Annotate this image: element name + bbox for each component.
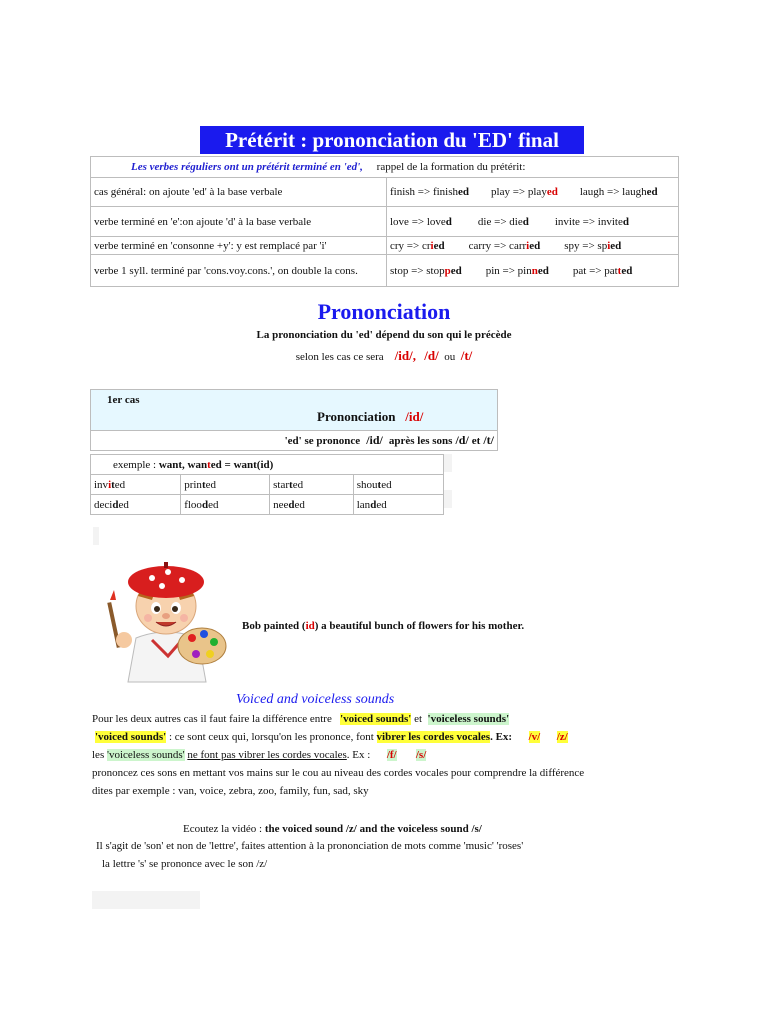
- header-blue-text: Les verbes réguliers ont un prétérit terminé en 'ed',: [131, 161, 363, 173]
- case1-box: [90, 389, 498, 431]
- voiced-line5: dites par exemple : van, voice, zebra, zoo, family, fun, sad, sky: [92, 785, 369, 797]
- example: die => died: [477, 215, 529, 228]
- table-row: [91, 495, 444, 515]
- example-cell: exemple : want, wanted = want(id): [91, 455, 444, 475]
- table-header: [91, 157, 679, 178]
- examples-cell: [387, 178, 679, 207]
- example: pin => pinned: [485, 264, 549, 277]
- example: finish => finished: [390, 186, 470, 198]
- example-row: [91, 455, 444, 475]
- example-words-table: [90, 454, 444, 515]
- examples-cell: [387, 255, 679, 287]
- examples-cell: [387, 207, 679, 237]
- example: cry => cried: [390, 239, 445, 252]
- note-line1: Il s'agit de 'son' et non de 'lettre', faites attention à la prononciation de mots comme 'music' 'roses': [96, 840, 524, 852]
- example: laugh => laughed: [579, 186, 658, 198]
- rule-cell: verbe terminé en 'e':on ajoute 'd' à la base verbale: [91, 207, 387, 237]
- example: invite => invited: [554, 215, 629, 228]
- example: play => played: [491, 186, 558, 198]
- note-line2: la lettre 's' se prononce avec le son /z/: [102, 858, 268, 870]
- case1-rule: 'ed' se prononce /id/ après les sons /d/ et /t/: [90, 430, 498, 451]
- decorative-block: [93, 527, 99, 545]
- voiced-line3: les 'voiceless sounds' ne font pas vibrer les cordes vocales. Ex : /f/ /s/: [92, 749, 427, 761]
- case1-label: 1er cas: [107, 394, 140, 406]
- pron-intro: La prononciation du 'ed' dépend du son qui le précède: [256, 329, 512, 341]
- example: stop => stopped: [390, 264, 462, 277]
- page-title: Prétérit : prononciation du 'ED' final: [200, 126, 584, 154]
- word-cell: invited: [91, 475, 181, 495]
- example: love => loved: [390, 215, 452, 228]
- painter-boy-illustration: [106, 560, 228, 684]
- case1-heading: Prononciation /id/: [317, 409, 424, 424]
- example: spy => spied: [564, 239, 622, 252]
- examples-cell: [387, 237, 679, 255]
- example: pat => patted: [572, 264, 633, 277]
- rule-cell: cas général: on ajoute 'ed' à la base verbale: [91, 178, 387, 207]
- voiced-line4: prononcez ces sons en mettant vos mains sur le cou au niveau des cordes vocales pour comprendre la différence: [92, 767, 585, 779]
- rule-cell: verbe terminé en 'consonne +y': y est remplacé par 'i': [91, 237, 387, 255]
- video-line: Ecoutez la vidéo : the voiced sound /z/ and the voiceless sound /s/: [183, 823, 482, 835]
- example: carry => carried: [468, 239, 541, 252]
- word-cell: flooded: [181, 495, 270, 515]
- table-row: [91, 255, 679, 287]
- table-header-row: [91, 157, 679, 178]
- voiced-line2: 'voiced sounds' : ce sont ceux qui, lorsqu'on les prononce, font vibrer les cordes vocales. Ex: /v/ /z/: [95, 731, 568, 743]
- bob-sentence: Bob painted (id) a beautiful bunch of flowers for his mother.: [242, 620, 525, 632]
- word-cell: started: [270, 475, 354, 495]
- decorative-block: [444, 454, 452, 472]
- header-rest-text: rappel de la formation du prétérit:: [376, 161, 526, 173]
- table-row: [91, 178, 679, 207]
- voiced-line1: Pour les deux autres cas il faut faire la différence entre 'voiced sounds' et 'voiceless sounds': [92, 713, 510, 725]
- word-cell: landed: [353, 495, 443, 515]
- table-row: [91, 237, 679, 255]
- voiced-heading: Voiced and voiceless sounds: [236, 692, 395, 707]
- section-heading-pronunciation: Prononciation: [317, 299, 451, 324]
- table-row: [91, 475, 444, 495]
- table-row: [91, 207, 679, 237]
- decorative-block: [444, 490, 452, 508]
- pron-options: selon les cas ce sera /id/, /d/ ou /t/: [295, 348, 473, 363]
- word-cell: shouted: [353, 475, 443, 495]
- rules-table: [90, 156, 679, 287]
- word-cell: needed: [270, 495, 354, 515]
- word-cell: printed: [181, 475, 270, 495]
- rule-cell: verbe 1 syll. terminé par 'cons.voy.cons.', on double la cons.: [91, 255, 387, 287]
- decorative-block: [92, 891, 200, 909]
- word-cell: decided: [91, 495, 181, 515]
